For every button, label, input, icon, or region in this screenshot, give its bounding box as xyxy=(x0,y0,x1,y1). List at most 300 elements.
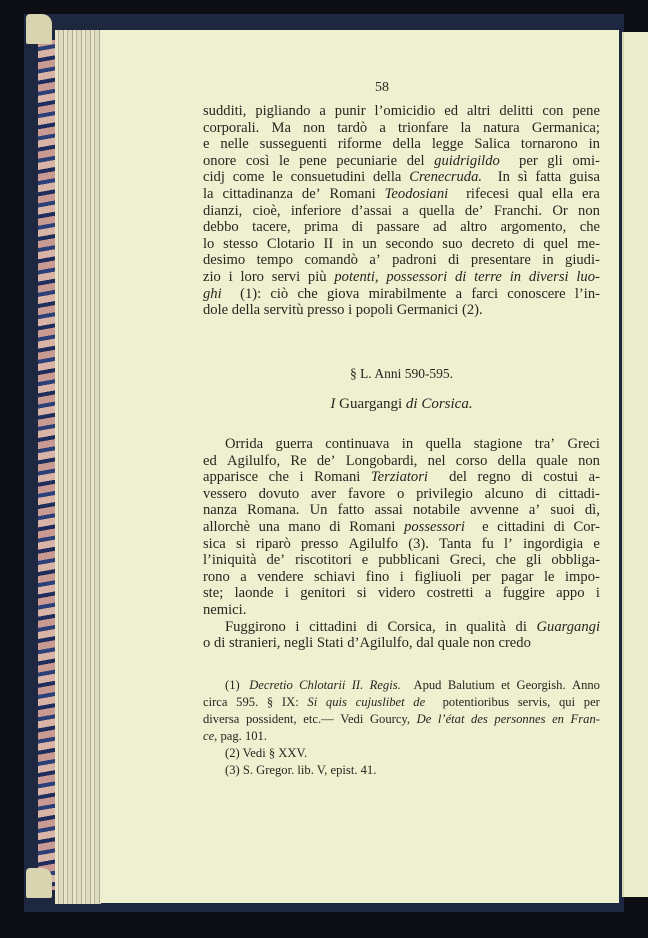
text-word: tempo xyxy=(256,252,294,269)
text-word: quel xyxy=(543,235,569,252)
text-line xyxy=(203,103,600,120)
text-word: ste; xyxy=(203,585,224,602)
text-word: diversa xyxy=(203,712,240,726)
text-word: Or xyxy=(552,202,568,219)
text-word: fino xyxy=(365,568,390,585)
text-word: favore xyxy=(347,485,386,502)
text-word: Orrida xyxy=(225,436,264,452)
text-word: che xyxy=(268,469,289,486)
text-word: tacere, xyxy=(252,219,291,236)
text-word: Romana. xyxy=(247,502,300,519)
text-line xyxy=(203,602,600,619)
text-word: nanza xyxy=(203,502,238,519)
text-line xyxy=(203,585,600,602)
text-word: Crenecruda. xyxy=(409,169,483,186)
text-word: (2) Vedi § XXV. xyxy=(225,746,308,760)
section-title xyxy=(203,396,600,413)
text-word: desimo xyxy=(203,252,246,269)
text-line xyxy=(203,519,600,536)
text-word: De xyxy=(416,712,432,726)
text-word: i xyxy=(228,268,233,285)
text-word: i xyxy=(299,469,304,486)
text-word: fatto xyxy=(337,502,365,519)
text-line xyxy=(203,619,600,636)
text-line xyxy=(203,469,600,486)
text-word: secondo xyxy=(385,235,434,252)
text-word: tardò xyxy=(337,119,368,136)
text-word: di xyxy=(521,469,533,486)
text-line xyxy=(203,436,600,453)
text-word: Greci xyxy=(567,436,600,452)
text-word: Romani xyxy=(314,469,361,486)
text-line xyxy=(203,120,600,137)
text-word: cioè, xyxy=(252,202,281,219)
text-word: notabile xyxy=(413,502,461,519)
text-word: a xyxy=(379,119,386,136)
text-line xyxy=(203,203,600,220)
text-word: Tanta xyxy=(439,535,472,552)
text-word: Franchi. xyxy=(493,202,543,219)
text-word: Fuggirono xyxy=(225,618,286,635)
text-word: debbo xyxy=(203,219,239,236)
text-word: terre xyxy=(474,268,502,285)
page-edges xyxy=(55,30,101,904)
text-word: dovuto xyxy=(258,485,300,502)
text-word: Corsica, xyxy=(387,618,436,635)
text-word: del xyxy=(406,152,425,169)
text-line xyxy=(203,552,600,569)
text-word: nelle xyxy=(220,136,249,153)
text-word: (3) S. Gregor. lib. V, epist. 41. xyxy=(225,763,377,777)
text-word: ciò xyxy=(270,285,289,302)
text-word: in xyxy=(401,436,414,452)
text-word: che xyxy=(495,552,517,569)
text-word: de’ xyxy=(301,185,321,202)
text-word: Anno xyxy=(571,678,600,692)
text-word: circa xyxy=(203,695,228,709)
text-word: mano xyxy=(288,518,321,535)
text-word: quella xyxy=(418,202,455,219)
text-word: giova xyxy=(326,285,360,302)
text-word: pene xyxy=(572,103,600,119)
text-word: servis, xyxy=(517,695,551,709)
text-word: apparisce xyxy=(203,469,259,486)
text-word: della xyxy=(497,452,526,469)
text-word: videro xyxy=(377,585,416,602)
text-word: Clotario xyxy=(266,235,315,252)
text-word: presso xyxy=(301,535,339,552)
text-word: ed xyxy=(203,452,217,469)
text-word: i xyxy=(284,585,289,602)
text-word: natura xyxy=(483,119,520,136)
text-word: Balutium xyxy=(447,678,495,692)
text-word: di xyxy=(515,618,527,635)
text-word: Germanica; xyxy=(531,119,600,136)
text-word: ella xyxy=(552,185,574,202)
text-word: le xyxy=(278,152,290,169)
text-word: l’iniquità xyxy=(203,552,257,569)
text-line xyxy=(203,186,600,203)
text-word: possident, xyxy=(245,712,297,726)
text-word: i xyxy=(295,618,300,635)
text-word: non xyxy=(303,119,326,136)
text-line xyxy=(203,694,600,711)
text-word: Guargangi xyxy=(536,618,600,635)
text-word: de’ xyxy=(464,202,484,219)
text-line xyxy=(203,153,600,170)
text-word: qui xyxy=(559,695,576,709)
text-word: possessori xyxy=(404,518,465,535)
text-word: de’ xyxy=(266,552,286,569)
text-word: più xyxy=(307,268,327,285)
text-line xyxy=(203,236,600,253)
text-word: guidrigildo xyxy=(434,152,500,169)
text-line xyxy=(203,219,600,236)
text-word: di xyxy=(366,618,378,635)
text-line xyxy=(203,569,600,586)
text-line xyxy=(203,136,600,153)
text-word: fatta xyxy=(535,169,562,186)
text-word: di xyxy=(351,219,364,236)
text-word: pubblicani xyxy=(378,552,440,569)
text-word: luo- xyxy=(576,268,600,285)
text-word: servi xyxy=(271,268,301,285)
text-word: dianzi, xyxy=(203,202,243,219)
text-word: prima xyxy=(304,219,339,236)
text-word: Apud xyxy=(413,678,442,692)
text-word: guisa xyxy=(569,169,600,186)
text-line xyxy=(203,486,600,503)
text-word: Gourcy, xyxy=(369,712,411,726)
text-word: quella xyxy=(425,436,462,452)
text-word: a’ xyxy=(369,252,381,269)
text-word: Regis. xyxy=(369,678,401,692)
text-word: in xyxy=(509,268,522,285)
text-word: fu xyxy=(481,535,494,552)
text-word: o xyxy=(396,485,405,502)
text-word: la xyxy=(203,185,214,202)
text-word: a xyxy=(319,103,326,119)
cover-corner-bottom xyxy=(26,868,52,898)
text-line xyxy=(203,635,600,652)
text-word: possessori xyxy=(386,268,448,285)
text-line xyxy=(203,745,600,762)
text-word: o di stranieri, negli Stati d’Agilulfo, dal quale non credo xyxy=(203,635,531,652)
text-word: loro xyxy=(240,268,264,285)
text-line xyxy=(203,169,600,186)
text-word: diversi xyxy=(528,268,569,285)
text-word: altro xyxy=(460,219,487,236)
text-word: Greci, xyxy=(449,552,486,569)
text-word: un xyxy=(362,235,377,252)
text-word: di xyxy=(329,518,341,535)
text-word: etc.— xyxy=(303,712,334,726)
text-word: di xyxy=(454,268,467,285)
text-word: farci xyxy=(471,285,499,302)
text-word: (1) xyxy=(225,678,243,692)
text-word: in xyxy=(542,252,554,269)
text-word: de xyxy=(413,695,426,709)
text-word: padroni xyxy=(392,252,437,269)
text-word: cittadi- xyxy=(558,485,600,502)
text-word: ed xyxy=(444,103,459,119)
text-word: (1): xyxy=(240,285,262,302)
text-word: Vedi xyxy=(340,712,364,726)
text-word: Decretio xyxy=(249,678,293,692)
text-word: nel xyxy=(427,452,446,469)
text-word: con xyxy=(542,103,564,119)
text-word: così xyxy=(245,152,270,169)
text-word: vendere xyxy=(257,568,304,585)
text-word: fuggire xyxy=(502,585,545,602)
text-word: giudi- xyxy=(565,252,600,269)
text-word: appo xyxy=(556,585,585,602)
text-word: guerra xyxy=(275,436,313,452)
text-word: Re xyxy=(290,452,307,469)
text-word: era xyxy=(582,185,600,202)
text-word: a xyxy=(455,285,463,302)
text-word: consuetudini xyxy=(290,169,366,186)
text-word: a xyxy=(402,202,409,219)
text-word: alcuno xyxy=(484,485,524,502)
text-word: riscotitori xyxy=(295,552,352,569)
text-word: per xyxy=(471,568,491,585)
text-word: mirabilmente xyxy=(368,285,447,302)
text-word: In xyxy=(497,169,510,186)
text-word: genitori xyxy=(300,585,346,602)
text-word: come xyxy=(232,169,265,186)
text-word: presentare xyxy=(470,252,531,269)
text-word: argomento, xyxy=(500,219,567,236)
text-line xyxy=(203,728,600,745)
text-word: che xyxy=(297,285,318,302)
text-word: sì xyxy=(517,169,528,186)
text-word: a- xyxy=(588,469,600,486)
text-word: cidj xyxy=(203,169,225,186)
text-word: regno xyxy=(477,469,511,486)
text-word: vessero xyxy=(203,485,247,502)
section-heading: § L. Anni 590-595. xyxy=(349,366,454,381)
text-word: non xyxy=(578,452,600,469)
text-word: Georgish. xyxy=(516,678,566,692)
text-word: nemici. xyxy=(203,601,247,618)
text-word: pagar xyxy=(501,568,534,585)
cover-corner-top xyxy=(26,14,52,44)
text-word: personnes xyxy=(494,712,546,726)
text-line xyxy=(203,536,600,553)
text-word: schiavi xyxy=(313,568,356,585)
text-word: privilegio xyxy=(416,485,473,502)
text-word: costui xyxy=(543,469,579,486)
text-word: Agilulfo, xyxy=(227,452,281,469)
title-segment: di Corsica. xyxy=(405,396,473,412)
text-word: Un xyxy=(309,502,328,519)
text-word: delitti xyxy=(499,103,534,119)
text-word: rifecesi xyxy=(466,185,510,202)
text-word: e xyxy=(593,535,600,552)
text-word: cittadinanza xyxy=(222,185,293,202)
text-word: lo xyxy=(203,235,215,252)
text-word: potenti, xyxy=(334,268,379,285)
text-word: in xyxy=(588,136,600,153)
text-word: cittadini xyxy=(497,518,545,535)
text-word: Terziatori xyxy=(370,469,428,486)
text-word: dole della servitù presso i popoli Germanici (2). xyxy=(203,302,483,319)
text-line xyxy=(203,286,600,303)
text-word: allorchè xyxy=(203,518,250,535)
title-segment: I xyxy=(330,396,336,412)
text-word: per xyxy=(583,695,600,709)
text-word: di xyxy=(523,235,535,252)
text-line xyxy=(203,711,600,728)
text-word: passare xyxy=(376,219,420,236)
text-word: punir xyxy=(334,103,366,119)
text-word: si xyxy=(356,585,367,602)
text-word: impo- xyxy=(565,568,600,585)
text-word: altri xyxy=(466,103,491,119)
text-word: rono xyxy=(203,568,230,585)
text-word: Agilulfo xyxy=(348,535,398,552)
text-word: riparò xyxy=(255,535,291,552)
text-word: si xyxy=(235,535,246,552)
text-word: Si xyxy=(307,695,318,709)
text-word: legge xyxy=(431,136,464,153)
text-word: qual xyxy=(517,185,544,202)
text-word: conoscere xyxy=(507,285,566,302)
text-word: di xyxy=(553,518,565,535)
text-word: costretti xyxy=(426,585,474,602)
text-line xyxy=(203,269,600,286)
text-word: potentioribus xyxy=(442,695,510,709)
text-word: continuava xyxy=(325,436,390,452)
text-word: dì, xyxy=(584,502,600,519)
text-line xyxy=(203,453,600,470)
text-word: Ma xyxy=(271,119,291,136)
footnotes xyxy=(203,677,600,779)
text-word: a xyxy=(240,568,247,585)
text-word: ingordigia xyxy=(523,535,584,552)
text-word: stagione xyxy=(473,436,523,452)
text-line xyxy=(203,762,600,779)
text-word: obbliga- xyxy=(551,552,600,569)
text-word: della xyxy=(392,136,421,153)
text-word: suo xyxy=(442,235,463,252)
text-word: la xyxy=(460,119,471,136)
text-word: gli xyxy=(547,152,563,169)
text-word: i xyxy=(399,568,404,585)
text-word: en xyxy=(552,712,564,726)
text-word: ghi xyxy=(203,285,222,302)
text-word: Longobardi, xyxy=(345,452,418,469)
text-word: cittadini xyxy=(309,618,357,635)
text-word: avvenne xyxy=(470,502,519,519)
text-word: suoi xyxy=(550,502,575,519)
text-word: omi- xyxy=(572,152,600,169)
text-word: cujuslibet xyxy=(355,695,405,709)
text-word: stesso xyxy=(223,235,259,252)
text-word: 595. xyxy=(236,695,259,709)
text-word: tra’ xyxy=(534,436,556,452)
facing-page-edge xyxy=(622,32,648,897)
text-word: zio xyxy=(203,268,221,285)
text-word: me- xyxy=(577,235,600,252)
text-word: le xyxy=(543,568,555,585)
text-word: le xyxy=(272,169,283,186)
text-word: di xyxy=(535,485,547,502)
text-word: II xyxy=(323,235,334,252)
text-word: corso xyxy=(455,452,488,469)
text-word: gli xyxy=(526,552,542,569)
text-word: decreto xyxy=(471,235,515,252)
text-word: l’ xyxy=(503,535,513,552)
text-word: corporali. xyxy=(203,119,260,136)
text-word: Romani xyxy=(349,518,396,535)
text-word: e xyxy=(482,518,489,535)
text-word: una xyxy=(258,518,280,535)
text-word: in xyxy=(342,235,354,252)
paragraph-1 xyxy=(203,103,600,319)
text-word: qualità xyxy=(466,618,506,635)
text-word: i xyxy=(595,585,600,602)
text-word: des xyxy=(471,712,488,726)
text-word: IX: xyxy=(281,695,299,709)
text-word: ad xyxy=(432,219,447,236)
text-word: pecuniarie xyxy=(336,152,398,169)
text-word: quis xyxy=(325,695,347,709)
text-word: Cor- xyxy=(573,518,600,535)
text-word: trionfare xyxy=(398,119,449,136)
text-word: per xyxy=(519,152,538,169)
title-segment: Guargangi xyxy=(335,396,406,412)
text-word: Chlotarii xyxy=(299,678,346,692)
text-word: § xyxy=(266,695,274,709)
text-word: ce, xyxy=(203,729,218,743)
text-word: Teodosiani xyxy=(384,185,449,202)
text-line xyxy=(203,252,600,269)
text-word: l’in- xyxy=(574,285,600,302)
text-word: comandò xyxy=(304,252,358,269)
text-word: a xyxy=(484,585,492,602)
marbled-endpaper xyxy=(38,40,56,890)
text-word: pag. 101. xyxy=(217,729,267,743)
text-word: della xyxy=(373,169,402,186)
text-word: Salica xyxy=(474,136,511,153)
text-word: figliuoli xyxy=(414,568,462,585)
text-word: tornarono xyxy=(520,136,578,153)
text-word: l’omicidio xyxy=(374,103,436,119)
text-word: del xyxy=(449,469,467,486)
text-word: in xyxy=(445,618,457,635)
text-word: et xyxy=(501,678,511,692)
text-word: inferiore xyxy=(290,202,342,219)
text-word: di xyxy=(448,252,460,269)
page-number: 58 xyxy=(375,80,389,95)
text-word: quale xyxy=(536,452,568,469)
text-word: Fran- xyxy=(570,712,600,726)
text-word: d’assai xyxy=(351,202,392,219)
text-word: e xyxy=(361,552,369,569)
text-word: sudditi, xyxy=(203,103,247,119)
text-line xyxy=(203,677,600,694)
text-word: laonde xyxy=(234,585,274,602)
text-word: assai xyxy=(374,502,403,519)
text-word: de’ xyxy=(316,452,336,469)
text-word: onore xyxy=(203,152,237,169)
text-word: II. xyxy=(351,678,364,692)
text-line xyxy=(203,302,600,319)
text-word: pene xyxy=(299,152,327,169)
text-word: pigliando xyxy=(255,103,311,119)
